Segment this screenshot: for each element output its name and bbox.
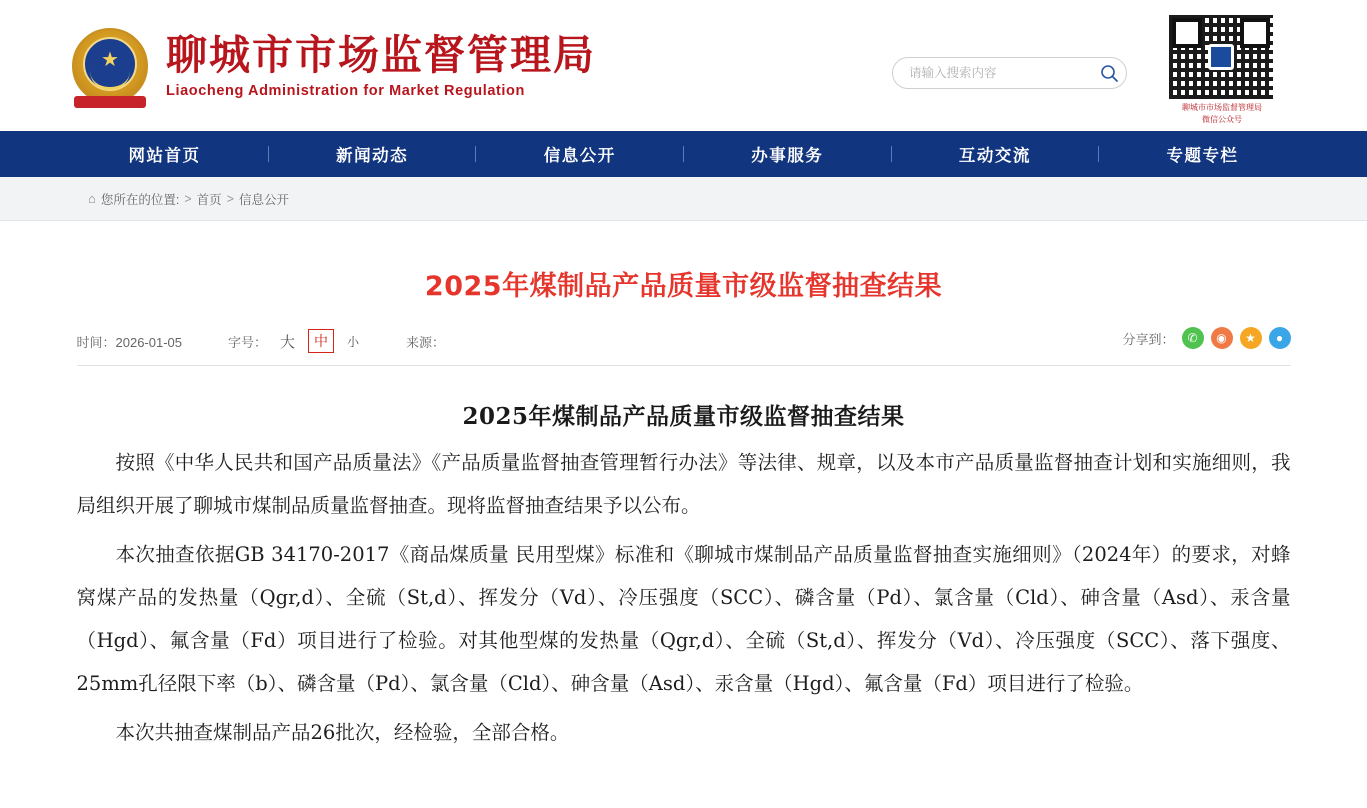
article-paragraph: 本次抽查依据GB 34170-2017《商品煤质量 民用型煤》标准和《聊城市煤制品产品质量监督抽查实施细则》（2024年）的要求，对蜂窝煤产品的发热量（Qgr,d）、全硫（St,d）、挥发分（Vd）、冷压强度（SCC）、磷含量（Pd）、氯含量（Cld）、砷含量（Asd）、汞含量（Hgd）、氟含量（Fd）项目进行了检验。对其他型煤的发热量（Qgr,d）、全硫（St,d）、挥发分（Vd）、冷压强度（SCC）、落下强度、25mm孔径限下率（b）、磷含量（Pd）、氯含量（Cld）、砷含量（Asd）、汞含量（Hgd）、氟含量（Fd）项目进行了检验。 <box>76 543 1291 695</box>
article-paragraph: 按照《中华人民共和国产品质量法》《产品质量监督抽查管理暂行办法》等法律、规章，以及本市产品质量监督抽查计划和实施细则，我局组织开展了聊城市煤制品质量监督抽查。现将监督抽查结果予以公布。 <box>76 451 1291 517</box>
nav-item-topics[interactable]: 专题专栏 <box>1166 146 1239 165</box>
breadcrumb-separator: > <box>184 191 192 206</box>
article-source: 来源： <box>406 334 446 350</box>
nav-divider <box>1098 146 1099 162</box>
search-input[interactable] <box>893 66 1092 80</box>
qr-caption-line1: 聊城市市场监督管理局 <box>1182 103 1262 112</box>
share-qq-icon[interactable]: ● <box>1269 327 1291 349</box>
breadcrumb-separator: > <box>226 191 234 206</box>
article-paragraph: 本次共抽查煤制品产品26批次，经检验，全部合格。 <box>115 721 570 744</box>
nav-divider <box>891 146 892 162</box>
main-nav <box>0 131 1367 177</box>
nav-item-services[interactable]: 办事服务 <box>751 146 824 165</box>
fontsize-label: 字号： <box>228 334 268 350</box>
site-title-cn: 聊城市市场监督管理局 <box>166 31 596 79</box>
article-container <box>77 221 1291 754</box>
breadcrumb-item-home[interactable]: 首页 <box>196 192 222 207</box>
nav-item-disclosure[interactable]: 信息公开 <box>543 146 616 165</box>
search-box[interactable] <box>892 57 1127 89</box>
home-icon: ⌂ <box>88 191 96 206</box>
nav-item-interaction[interactable]: 互动交流 <box>958 146 1031 165</box>
breadcrumb <box>88 190 289 208</box>
breadcrumb-bar <box>0 177 1367 221</box>
qr-caption-line2: 微信公众号 <box>1202 115 1242 124</box>
article-body <box>77 441 1291 754</box>
share-bar <box>1122 327 1290 349</box>
nav-divider <box>268 146 269 162</box>
share-wechat-icon[interactable]: ✆ <box>1182 327 1204 349</box>
fontsize-small-button[interactable]: 小 <box>347 334 360 349</box>
site-logo[interactable] <box>68 24 596 108</box>
share-favorite-icon[interactable]: ★ <box>1240 327 1262 349</box>
site-title-en: Liaocheng Administration for Market Regulation <box>166 83 525 99</box>
page-title: 2025年煤制品产品质量市级监督抽查结果 <box>424 271 943 302</box>
article-meta <box>77 329 1291 366</box>
fontsize-large-button[interactable]: 大 <box>280 333 296 351</box>
breadcrumb-item-disclosure[interactable]: 信息公开 <box>238 192 289 207</box>
nav-item-home[interactable]: 网站首页 <box>128 146 201 165</box>
share-label: 分享到： <box>1122 331 1175 347</box>
search-icon[interactable] <box>1092 58 1126 88</box>
share-weibo-icon[interactable]: ◉ <box>1211 327 1233 349</box>
nav-divider <box>475 146 476 162</box>
site-header <box>0 0 1367 131</box>
fontsize-medium-button[interactable]: 中 <box>308 329 334 353</box>
breadcrumb-prefix: 您所在的位置: <box>100 192 180 207</box>
wechat-qr-code <box>1167 13 1277 123</box>
publish-time: 时间：2026-01-05 <box>76 334 182 350</box>
article-subtitle: 2025年煤制品产品质量市级监督抽查结果 <box>462 403 905 430</box>
nav-item-news[interactable]: 新闻动态 <box>336 146 409 165</box>
nav-divider <box>683 146 684 162</box>
market-regulation-emblem-icon: ★ <box>68 24 152 108</box>
